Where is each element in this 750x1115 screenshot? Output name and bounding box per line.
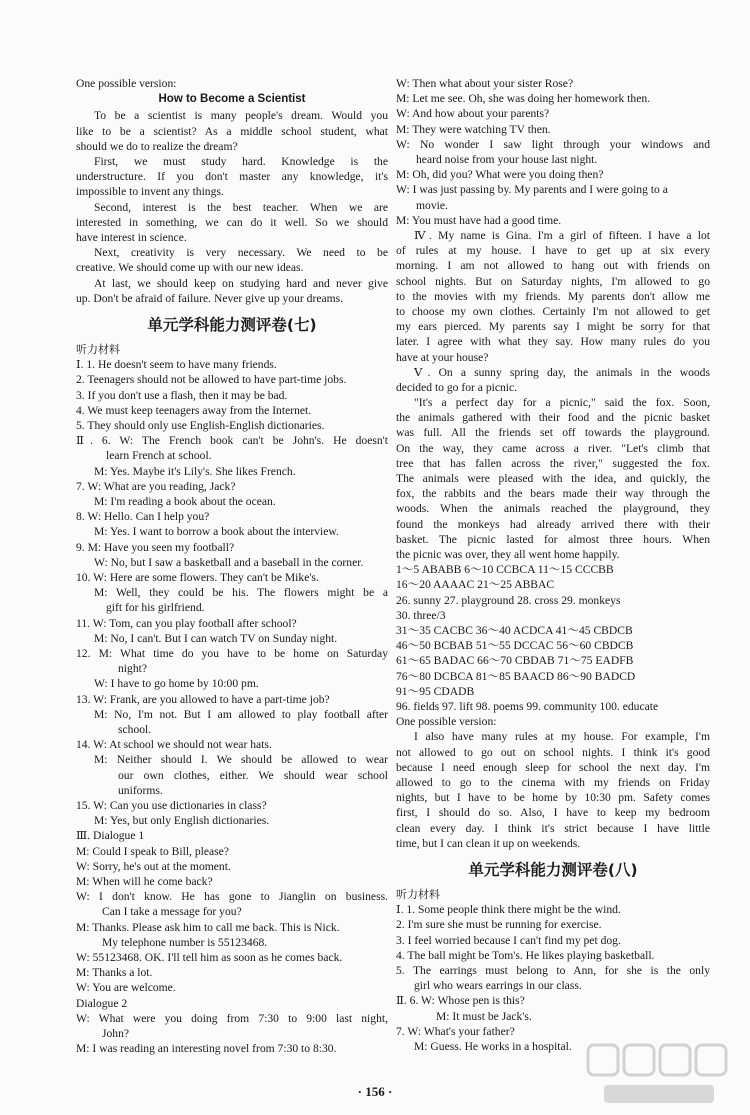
- answers-and-text: [396, 76, 710, 851]
- text-line: 3. I feel worried because I can't find my pet dog.: [396, 933, 621, 947]
- section-heading-8: 单元学科能力测评卷(八): [468, 860, 638, 879]
- text-line: Ⅰ. 1. Some people think there might be the wind.: [396, 903, 621, 917]
- text-line: 9. M: Have you seen my football?: [76, 540, 235, 554]
- text-line: 8. W: Hello. Can I help you?: [76, 510, 210, 524]
- text-line: W: Sorry, he's out at the moment.: [76, 859, 231, 873]
- text-line: gift for his girlfriend.: [106, 601, 205, 615]
- text-line: Can I take a message for you?: [102, 905, 242, 919]
- text-line: First, we must study hard. Knowledge is the: [94, 154, 388, 168]
- left-column: [76, 76, 388, 1056]
- text-line: 7. W: What's your father?: [396, 1024, 515, 1038]
- text-line: John?: [102, 1026, 130, 1040]
- text-line: Ⅱ. 6. W: The French book can't be John's. He doesn't: [76, 434, 388, 448]
- text-line: our own clothes, either. We should wear school: [118, 768, 388, 782]
- text-line: the picnic was over, they all went home happily.: [396, 547, 620, 561]
- text-line: to the movies with my friends. My parents don't allow me: [396, 289, 710, 303]
- text-line: 14. W: At school we should not wear hats.: [76, 738, 272, 752]
- text-line: 46～50 BCBAB 51～55 DCCAC 56～60 CBDCB: [396, 639, 634, 653]
- text-line: 2. I'm sure she must be running for exercise.: [396, 918, 602, 932]
- text-line: like to be a scientist? As a middle school student, what: [76, 124, 388, 138]
- text-line: W: No, but I saw a basketball and a baseball in the corner.: [94, 555, 364, 569]
- text-line: 4. We must keep teenagers away from the Internet.: [76, 403, 312, 417]
- text-line: night?: [118, 662, 147, 676]
- text-line: of rules at my house. I have to get up at six every: [396, 244, 710, 258]
- text-line: 15. W: Can you use dictionaries in class?: [76, 798, 267, 812]
- text-line: Dialogue 2: [76, 996, 128, 1010]
- text-line: Ⅰ. 1. He doesn't seem to have many friends.: [76, 358, 277, 372]
- text-line: first, I should do so. Also, I have to keep my bedroom: [396, 806, 710, 820]
- intro-label: One possible version:: [76, 77, 177, 90]
- text-line: At last, we should keep on studying hard and never give: [94, 276, 388, 290]
- text-line: 11. W: Tom, can you play football after school?: [76, 616, 297, 630]
- text-line: One possible version:: [396, 715, 497, 729]
- text-line: M: I'm reading a book about the ocean.: [94, 494, 276, 508]
- text-line: understructure. If you don't master any knowledge, it's: [76, 170, 388, 184]
- text-line: M: Thanks. Please ask him to call me back. This is Nick.: [76, 920, 340, 934]
- text-line: the animals gathered with their food and the picnic basket: [396, 411, 710, 425]
- text-line: M: Thanks a lot.: [76, 966, 153, 980]
- text-line: movie.: [416, 198, 448, 212]
- text-line: M: Yes. I want to borrow a book about the interview.: [94, 525, 339, 539]
- text-line: M: Guess. He works in a hospital.: [414, 1039, 572, 1053]
- text-line: 61～65 BADAC 66～70 CBDAB 71～75 EADFB: [396, 654, 634, 668]
- text-line: 7. W: What are you reading, Jack?: [76, 479, 236, 493]
- right-column: [396, 76, 710, 1054]
- text-line: Next, creativity is very necessary. We need to be: [94, 246, 388, 260]
- text-line: On the way, they came across a river. "Let's climb that: [396, 441, 710, 455]
- text-line: found the monkeys had already arrived there with their: [396, 517, 710, 531]
- text-line: M: I was reading an interesting novel from 7:30 to 8:30.: [76, 1042, 337, 1056]
- text-line: W: No wonder I saw light through your windows and: [396, 137, 710, 151]
- text-line: 5. They should only use English-English dictionaries.: [76, 418, 325, 432]
- text-line: allowed to go to the cinema with my friends on Friday: [396, 775, 710, 789]
- text-line: W: What were you doing from 7:30 to 9:00 last night,: [76, 1011, 388, 1025]
- text-line: fox, the rabbits and the bears made their way through the: [396, 487, 710, 501]
- text-line: morning. I am not allowed to hang out with friends on: [396, 259, 710, 273]
- text-line: girl who wears earrings in our class.: [414, 979, 582, 993]
- text-line: W: You are welcome.: [76, 981, 176, 995]
- text-line: W: And how about your parents?: [396, 107, 550, 121]
- text-line: my ears pierced. My parents say I might be sorry for that: [396, 320, 710, 334]
- text-line: heard noise from your house last night.: [416, 153, 598, 166]
- text-line: M: Oh, did you? What were you doing then?: [396, 168, 604, 182]
- listening-label-8: 听力材料: [396, 887, 440, 901]
- text-line: W: I don't know. He has gone to Jianglin on business.: [76, 890, 388, 904]
- text-line: should we do to realize the dream?: [76, 139, 238, 153]
- text-line: M: Let me see. Oh, she was doing her homework then.: [396, 92, 651, 106]
- text-line: 30. three/3: [396, 608, 446, 622]
- text-line: school nights. But on Saturday nights, I'm allowed to go: [396, 274, 710, 288]
- text-line: My telephone number is 55123468.: [102, 935, 268, 949]
- text-line: up. Don't be afraid of failure. Never give up your dreams.: [76, 291, 344, 305]
- text-line: 1～5 ABABB 6～10 CCBCA 11～15 CCCBB: [396, 563, 614, 577]
- text-line: W: I was just passing by. My parents and I were going to a: [396, 183, 668, 197]
- essay-title: How to Become a Scientist: [158, 93, 306, 106]
- text-line: have interest in science.: [76, 230, 187, 244]
- text-line: have at your house?: [396, 350, 489, 364]
- page-number: · 156 ·: [357, 1084, 393, 1099]
- listening-material: [76, 357, 388, 1056]
- text-line: 13. W: Frank, are you allowed to have a part-time job?: [76, 692, 330, 706]
- text-line: because I need enough sleep for school the next day. I'm: [396, 760, 710, 774]
- text-line: was full. All the friends set off towards the playground.: [396, 426, 710, 440]
- text-line: tree that has fallen across the river," suggested the fox.: [396, 456, 710, 470]
- text-line: creative. We should come up with our new ideas.: [76, 261, 304, 275]
- text-line: 16～20 AAAAC 21～25 ABBAC: [396, 578, 555, 592]
- text-line: M: It must be Jack's.: [436, 1009, 532, 1023]
- text-line: Ⅲ. Dialogue 1: [76, 829, 145, 843]
- text-line: later. I agree with what they say. How many rules do you: [396, 335, 710, 349]
- text-line: clean every day. I think it's strict because I have little: [396, 821, 710, 835]
- text-line: M: Could I speak to Bill, please?: [76, 844, 229, 858]
- text-line: W: 55123468. OK. I'll tell him as soon as he comes back.: [76, 950, 343, 964]
- text-line: uniforms.: [118, 783, 163, 797]
- listening-material-8: [396, 902, 710, 1054]
- listening-label: 听力材料: [76, 342, 120, 356]
- text-line: 5. The earrings must belong to Ann, for she is the only: [396, 963, 710, 977]
- text-line: decided to go for a picnic.: [396, 380, 518, 394]
- text-line: 2. Teenagers should not be allowed to have part-time jobs.: [76, 373, 347, 387]
- text-line: To be a scientist is many people's dream. Would you: [94, 109, 388, 123]
- text-line: M: Yes. Maybe it's Lily's. She likes French.: [94, 464, 296, 478]
- text-line: Ⅴ. On a sunny spring day, the animals in the woods: [414, 365, 710, 379]
- text-line: woods. When the animals reached the playground, they: [396, 502, 710, 516]
- text-line: "It's a perfect day for a picnic," said the fox. Soon,: [414, 396, 710, 410]
- text-line: not allowed to go out on school nights. I think it's good: [396, 745, 710, 759]
- text-line: learn French at school.: [106, 449, 212, 463]
- text-line: 96. fields 97. lift 98. poems 99. community 100. educate: [396, 700, 659, 714]
- text-line: 26. sunny 27. playground 28. cross 29. monkeys: [396, 593, 621, 607]
- watermark-logo: [584, 1039, 734, 1109]
- text-line: 10. W: Here are some flowers. They can't be Mike's.: [76, 570, 319, 584]
- text-line: 31～35 CACBC 36～40 ACDCA 41～45 CBDCB: [396, 624, 633, 637]
- text-line: Ⅳ. My name is Gina. I'm a girl of fifteen. I have a lot: [414, 229, 710, 243]
- text-line: The animals were pleased with the idea, and quickly, the: [396, 472, 710, 486]
- text-line: school.: [118, 722, 152, 736]
- text-line: time, but I can clean it up on weekends.: [396, 836, 581, 850]
- text-line: to choose my own clothes. Certainly I'm not allowed to get: [396, 304, 710, 318]
- text-line: nights, but I have to be home by 10:30 pm. Safety comes: [396, 791, 710, 805]
- text-line: M: No, I can't. But I can watch TV on Sunday night.: [94, 631, 338, 645]
- text-line: M: Well, they could be his. The flowers might be a: [94, 586, 388, 600]
- text-line: 91～95 CDADB: [396, 684, 475, 698]
- text-line: Ⅱ. 6. W: Whose pen is this?: [396, 994, 525, 1008]
- text-line: M: Neither should I. We should be allowed to wear: [94, 753, 388, 767]
- text-line: 4. The ball might be Tom's. He likes playing basketball.: [396, 948, 655, 962]
- text-line: M: No, I'm not. But I am allowed to play football after: [94, 707, 388, 721]
- text-line: interested in something, we can do it well. So we should: [76, 215, 388, 229]
- text-line: M: They were watching TV then.: [396, 122, 551, 136]
- text-line: 12. M: What time do you have to be home on Saturday: [76, 646, 388, 660]
- text-line: M: Yes, but only English dictionaries.: [94, 814, 270, 828]
- text-line: impossible to invent any things.: [76, 185, 224, 199]
- text-line: M: When will he come back?: [76, 874, 213, 888]
- text-line: Second, interest is the best teacher. When we are: [94, 200, 388, 214]
- text-line: 76～80 DCBCA 81～85 BAACD 86～90 BADCD: [396, 669, 636, 683]
- section-heading-7: 单元学科能力测评卷(七): [147, 315, 317, 334]
- text-line: 3. If you don't use a flash, then it may be bad.: [76, 388, 288, 402]
- text-line: W: Then what about your sister Rose?: [396, 77, 574, 90]
- text-line: W: I have to go home by 10:00 pm.: [94, 677, 259, 691]
- text-line: M: You must have had a good time.: [396, 213, 562, 227]
- text-line: basket. The picnic lasted for almost three hours. When: [396, 532, 710, 546]
- text-line: I also have many rules at my house. For example, I'm: [414, 730, 710, 744]
- essay-body: [76, 108, 388, 306]
